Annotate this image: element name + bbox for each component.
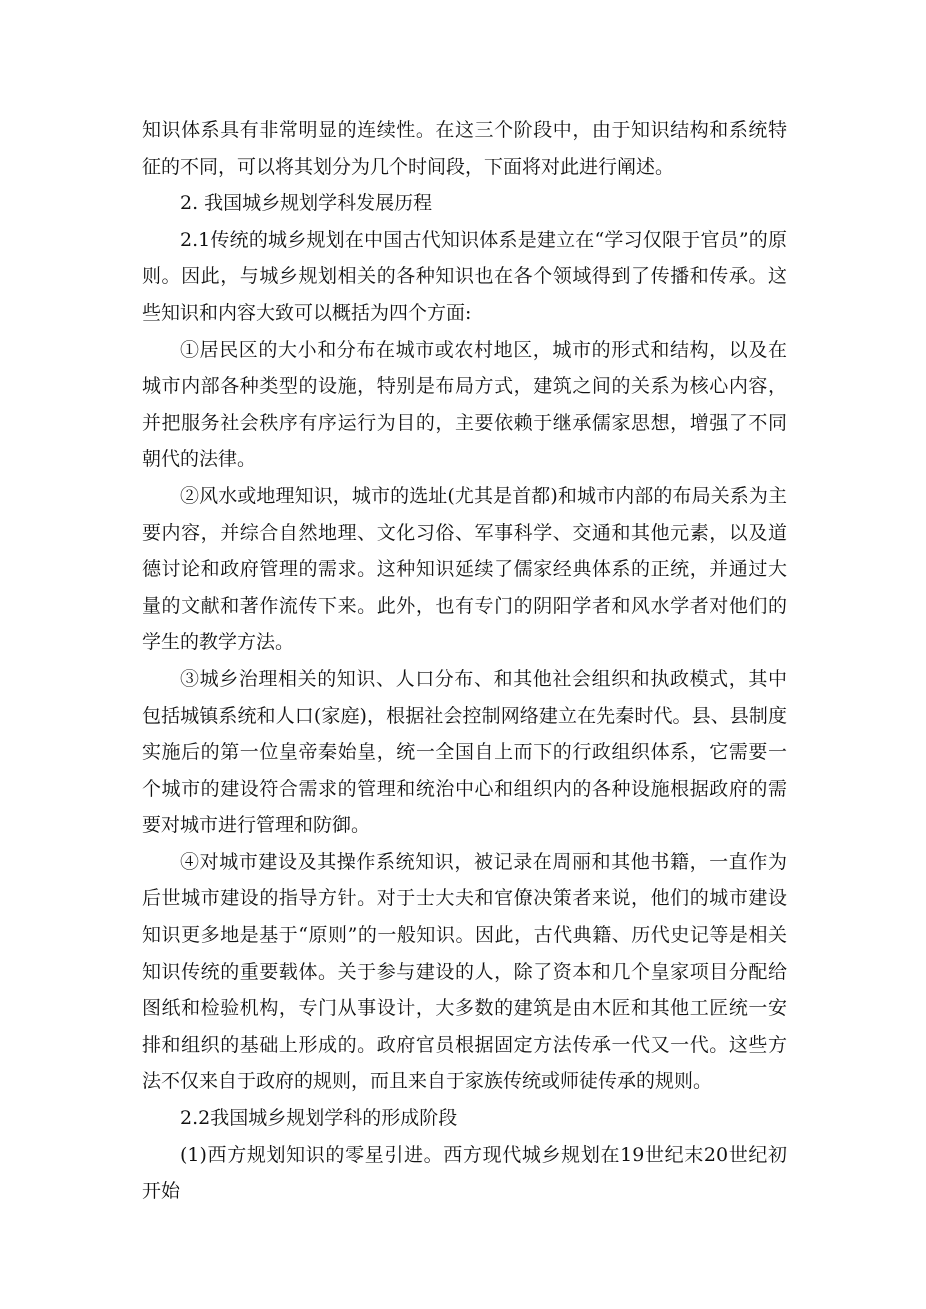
paragraph-item-4: ④对城市建设及其操作系统知识，被记录在周丽和其他书籍，一直作为后世城市建设的指导方针。对于士大夫和官僚决策者来说，他们的城市建设知识更多地是基于“原则”的一般知识。因此，古代典籍、历代史记等是相关知识传统的重要载体。关于参与建设的人，除了资本和几个皇家项目分配给图纸和检验机构，专门从事设计，大多数的建筑是由木匠和其他工匠统一安排和组织的基础上形成的。政府官员根据固定方法传承一代又一代。这些方法不仅来自于政府的规则，而且来自于家族传统或师徒传承的规则。 bbox=[142, 850, 787, 1093]
document-body bbox=[142, 112, 787, 1210]
paragraph-item-1: ①居民区的大小和分布在城市或农村地区，城市的形式和结构，以及在城市内部各种类型的设施，特别是布局方式，建筑之间的关系为核心内容，并把服务社会秩序有序运行为目的，主要依赖于继承儒家思想，增强了不同朝代的法律。 bbox=[142, 338, 787, 471]
paragraph-item-3: ③城乡治理相关的知识、人口分布、和其他社会组织和执政模式，其中包括城镇系统和人口(家庭)，根据社会控制网络建立在先秦时代。县、县制度实施后的第一位皇帝秦始皇，统一全国自上而下的行政组织体系，它需要一个城市的建设符合需求的管理和统治中心和组织内的各种设施根据政府的需要对城市进行管理和防御。 bbox=[142, 667, 787, 837]
section-heading-2-2: 2.2我国城乡规划学科的形成阶段 bbox=[180, 1107, 458, 1130]
section-heading-2: 2. 我国城乡规划学科发展历程 bbox=[180, 192, 433, 215]
paragraph-2-2-1: (1)西方规划知识的零星引进。西方现代城乡规划在19世纪末20世纪初开始 bbox=[142, 1143, 787, 1203]
paragraph-item-2: ②风水或地理知识，城市的选址(尤其是首都)和城市内部的布局关系为主要内容，并综合自然地理、文化习俗、军事科学、交通和其他元素，以及道德讨论和政府管理的需求。这种知识延续了儒家经典体系的正统，并通过大量的文献和著作流传下来。此外，也有专门的阴阳学者和风水学者对他们的学生的教学方法。 bbox=[142, 484, 787, 654]
paragraph-continuation: 知识体系具有非常明显的连续性。在这三个阶段中，由于知识结构和系统特征的不同，可以将其划分为几个时间段，下面将对此进行阐述。 bbox=[142, 119, 787, 178]
paragraph-2-1: 2.1传统的城乡规划在中国古代知识体系是建立在“学习仅限于官员”的原则。因此，与城乡规划相关的各种知识也在各个领域得到了传播和传承。这些知识和内容大致可以概括为四个方面: bbox=[142, 228, 787, 324]
